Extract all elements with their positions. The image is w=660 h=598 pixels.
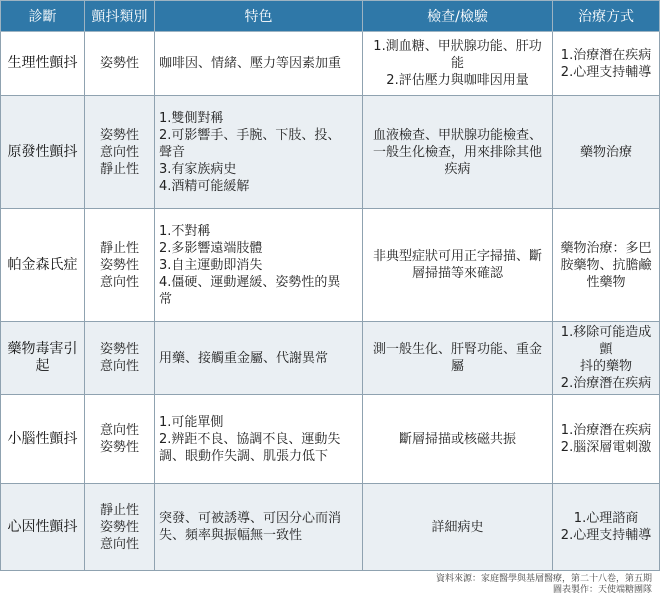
treatment-cell xyxy=(553,322,660,395)
feature-text: 聲音 xyxy=(159,144,186,160)
features-cell xyxy=(155,96,363,209)
exam-cell xyxy=(363,484,553,571)
treatment-cell xyxy=(553,395,660,484)
category-text: 姿勢性 xyxy=(99,342,139,357)
treatment-text: 1.心理諮商 xyxy=(573,511,639,526)
treatment-text: 1.治療潛在疾病 xyxy=(560,423,652,438)
table-row xyxy=(1,209,660,322)
exam-text: 能 xyxy=(450,56,464,71)
chart-credit: 圖表製作：天使端糖團隊 xyxy=(552,585,652,595)
header-treatment: 治療方式 xyxy=(553,1,660,32)
feature-text: 3.有家族病史 xyxy=(159,161,237,177)
exam-text: 血液檢查、甲狀腺功能檢查、 xyxy=(372,127,542,143)
exam-text: 斷層掃描或核磁共振 xyxy=(398,431,516,447)
category-text: 姿勢性 xyxy=(99,56,139,71)
category-text: 靜止性 xyxy=(99,161,139,177)
feature-text: 用藥、接觸重金屬、代謝異常 xyxy=(159,350,329,366)
category-cell xyxy=(85,395,155,484)
category-text: 姿勢性 xyxy=(99,127,139,143)
category-text: 意向性 xyxy=(99,536,139,552)
diagnosis-cell: 小腦性顫抖 xyxy=(1,395,85,484)
treatment-text: 2.腦深層電刺激 xyxy=(560,440,652,455)
treatment-cell xyxy=(553,209,660,322)
feature-text: 2.可影響手、手腕、下肢、投、 xyxy=(159,127,341,143)
category-text: 意向性 xyxy=(99,274,139,290)
feature-text: 常 xyxy=(159,291,173,307)
diagnosis-cell: 帕金森氏症 xyxy=(1,209,85,322)
exam-cell xyxy=(363,395,553,484)
category-cell xyxy=(85,322,155,395)
exam-cell xyxy=(363,32,553,96)
treatment-text: 2.心理支持輔導 xyxy=(560,64,652,80)
category-text: 意向性 xyxy=(99,144,139,160)
feature-text: 1.不對稱 xyxy=(159,223,211,239)
table-row xyxy=(1,322,660,395)
features-cell xyxy=(155,32,363,96)
exam-cell xyxy=(363,96,553,209)
exam-cell xyxy=(363,209,553,322)
exam-text: 測一般生化、肝腎功能、重金 xyxy=(372,342,542,357)
features-cell xyxy=(155,484,363,571)
table-row xyxy=(1,395,660,484)
source-citation: 資料來源：家庭醫學與基層醫療，第二十八卷，第五期 xyxy=(435,574,652,584)
exam-text: 疾病 xyxy=(444,161,471,177)
category-text: 意向性 xyxy=(99,423,139,438)
features-cell xyxy=(155,322,363,395)
treatment-text: 藥物治療：多巴 xyxy=(560,240,652,256)
feature-text: 調、眼動作失調、肌張力低下 xyxy=(159,448,329,464)
table-row xyxy=(1,32,660,96)
category-text: 靜止性 xyxy=(99,240,139,256)
treatment-text: 1.治療潛在疾病 xyxy=(560,47,652,63)
category-cell xyxy=(85,96,155,209)
feature-text: 失、頻率與振幅無一致性 xyxy=(159,528,303,543)
category-cell xyxy=(85,484,155,571)
exam-text: 屬 xyxy=(450,359,464,374)
exam-text: 非典型症狀可用正字掃描、斷 xyxy=(372,249,542,264)
treatment-text: 2.心理支持輔導 xyxy=(560,528,652,543)
treatment-cell xyxy=(553,32,660,96)
table-row xyxy=(1,96,660,209)
table-header-row xyxy=(1,1,660,32)
header-exams: 檢查/檢驗 xyxy=(363,1,553,32)
feature-text: 突發、可被誘導、可因分心而消 xyxy=(159,511,342,526)
diagnosis-cell: 心因性顫抖 xyxy=(1,484,85,571)
treatment-text: 藥物治療 xyxy=(579,144,632,160)
treatment-cell xyxy=(553,484,660,571)
diagnosis-cell: 生理性顫抖 xyxy=(1,32,85,96)
features-cell xyxy=(155,209,363,322)
features-cell xyxy=(155,395,363,484)
source-credit xyxy=(436,574,652,596)
feature-text: 1.雙側對稱 xyxy=(159,110,224,126)
feature-text: 1.可能單側 xyxy=(159,414,224,430)
header-features: 特色 xyxy=(155,1,363,32)
category-text: 姿勢性 xyxy=(99,440,139,455)
feature-text: 咖啡因、情緒、壓力等因素加重 xyxy=(159,56,342,71)
header-diagnosis: 診斷 xyxy=(1,1,85,32)
treatment-text: 抖的藥物 xyxy=(579,359,632,374)
feature-text: 4.酒精可能緩解 xyxy=(159,178,250,194)
category-text: 靜止性 xyxy=(99,502,139,518)
treatment-text: 2.治療潛在疾病 xyxy=(560,376,652,391)
category-text: 意向性 xyxy=(99,359,139,374)
exam-text: 詳細病史 xyxy=(431,519,484,535)
exam-text: 2.評估壓力與咖啡因用量 xyxy=(386,73,529,88)
treatment-text: 性藥物 xyxy=(586,274,626,290)
category-cell xyxy=(85,32,155,96)
category-cell xyxy=(85,209,155,322)
category-text: 姿勢性 xyxy=(99,257,139,273)
treatment-text: 胺藥物、抗膽鹼 xyxy=(560,257,652,273)
table-row xyxy=(1,484,660,571)
exam-text: 一般生化檢查，用來排除其他 xyxy=(372,144,542,160)
category-text: 姿勢性 xyxy=(99,519,139,535)
exam-text: 1.測血糖、甲狀腺功能、肝功 xyxy=(373,39,542,54)
treatment-cell xyxy=(553,96,660,209)
feature-text: 3.自主運動即消失 xyxy=(159,257,263,273)
feature-text: 4.僵硬、運動遲緩、姿勢性的異 xyxy=(159,274,341,290)
diagnosis-cell: 藥物毒害引起 xyxy=(1,322,85,395)
feature-text: 2.辨距不良、協調不良、運動失 xyxy=(159,431,341,447)
header-tremor-type: 顫抖類別 xyxy=(85,1,155,32)
exam-text: 層掃描等來確認 xyxy=(411,266,503,281)
feature-text: 2.多影響遠端肢體 xyxy=(159,240,263,256)
exam-cell xyxy=(363,322,553,395)
diagnosis-cell: 原發性顫抖 xyxy=(1,96,85,209)
treatment-text: 1.移除可能造成顫 xyxy=(560,325,652,357)
